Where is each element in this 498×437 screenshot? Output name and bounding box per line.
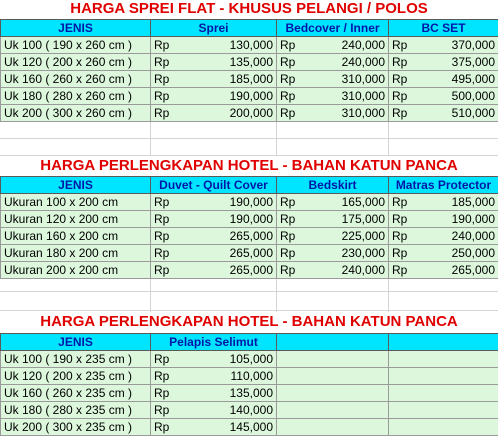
price-cell: 250,000 (417, 245, 498, 262)
row-label: Uk 160 ( 260 x 235 cm ) (1, 385, 151, 402)
table-row (1, 385, 498, 402)
price-cell: 370,000 (417, 37, 498, 54)
currency: Rp (151, 211, 179, 228)
row-label: Uk 100 ( 190 x 260 cm ) (1, 37, 151, 54)
empty-col-line (276, 276, 277, 312)
price-cell: 185,000 (179, 71, 277, 88)
section1-title: HARGA SPREI FLAT - KHUSUS PELANGI / POLOS (70, 0, 428, 17)
currency: Rp (389, 54, 417, 71)
currency: Rp (389, 37, 417, 54)
section3-title: HARGA PERLENGKAPAN HOTEL - BAHAN KATUN PANCA (40, 313, 458, 330)
header-matras-protector: Matras Protector (389, 177, 498, 194)
price-cell: 190,000 (179, 211, 277, 228)
price-cell: 310,000 (305, 105, 389, 122)
header-sprei: Sprei (151, 20, 277, 37)
empty-cell (389, 402, 498, 419)
header-empty (389, 334, 498, 351)
table-row (1, 105, 498, 122)
table-row (1, 262, 498, 279)
currency: Rp (151, 71, 179, 88)
row-label: Uk 160 ( 260 x 260 cm ) (1, 71, 151, 88)
currency: Rp (151, 351, 179, 368)
table-row (1, 351, 498, 368)
table-row (1, 228, 498, 245)
empty-cell (277, 419, 389, 436)
price-cell: 500,000 (417, 88, 498, 105)
empty-row-line (0, 138, 498, 139)
price-cell: 175,000 (305, 211, 389, 228)
currency: Rp (151, 37, 179, 54)
empty-row-line (0, 155, 498, 156)
row-label: Uk 180 ( 280 x 260 cm ) (1, 88, 151, 105)
header-duvet: Duvet - Quilt Cover (151, 177, 277, 194)
currency: Rp (277, 228, 305, 245)
currency: Rp (151, 262, 179, 279)
header-jenis: JENIS (1, 20, 151, 37)
currency: Rp (151, 54, 179, 71)
price-cell: 145,000 (179, 419, 277, 436)
hotel-linen-table (0, 176, 498, 279)
currency: Rp (277, 88, 305, 105)
price-cell: 225,000 (305, 228, 389, 245)
currency: Rp (151, 402, 179, 419)
table-header-row (1, 177, 498, 194)
row-label: Ukuran 160 x 200 cm (1, 228, 151, 245)
currency: Rp (389, 105, 417, 122)
empty-col-line (388, 122, 389, 156)
price-cell: 110,000 (179, 368, 277, 385)
table-row (1, 54, 498, 71)
currency: Rp (277, 245, 305, 262)
price-cell: 265,000 (179, 228, 277, 245)
row-label: Uk 180 ( 280 x 235 cm ) (1, 402, 151, 419)
table-row (1, 71, 498, 88)
price-cell: 105,000 (179, 351, 277, 368)
price-cell: 310,000 (305, 88, 389, 105)
empty-col-line (388, 276, 389, 312)
empty-col-line (150, 122, 151, 156)
currency: Rp (389, 228, 417, 245)
currency: Rp (389, 211, 417, 228)
price-cell: 165,000 (305, 194, 389, 211)
empty-cell (389, 385, 498, 402)
empty-cell (389, 368, 498, 385)
table-row (1, 194, 498, 211)
row-label: Ukuran 180 x 200 cm (1, 245, 151, 262)
price-cell: 185,000 (417, 194, 498, 211)
table-row (1, 368, 498, 385)
price-cell: 135,000 (179, 54, 277, 71)
price-cell: 130,000 (179, 37, 277, 54)
empty-row-line (0, 291, 498, 292)
empty-cell (389, 351, 498, 368)
table-row (1, 211, 498, 228)
currency: Rp (277, 211, 305, 228)
empty-cell (277, 368, 389, 385)
row-label: Uk 200 ( 300 x 235 cm ) (1, 419, 151, 436)
currency: Rp (277, 37, 305, 54)
price-cell: 510,000 (417, 105, 498, 122)
currency: Rp (151, 105, 179, 122)
currency: Rp (151, 419, 179, 436)
price-cell: 190,000 (179, 194, 277, 211)
price-cell: 265,000 (179, 245, 277, 262)
price-cell: 190,000 (179, 88, 277, 105)
header-empty (277, 334, 389, 351)
table-header-row (1, 334, 498, 351)
currency: Rp (151, 194, 179, 211)
header-pelapis-selimut: Pelapis Selimut (151, 334, 277, 351)
empty-cell (277, 385, 389, 402)
price-cell: 240,000 (305, 262, 389, 279)
row-label: Uk 120 ( 200 x 235 cm ) (1, 368, 151, 385)
price-cell: 495,000 (417, 71, 498, 88)
price-cell: 230,000 (305, 245, 389, 262)
table-row (1, 419, 498, 436)
empty-col-line (276, 122, 277, 156)
table-row (1, 37, 498, 54)
pelapis-selimut-table (0, 333, 498, 436)
price-cell: 190,000 (417, 211, 498, 228)
table-row (1, 245, 498, 262)
currency: Rp (277, 54, 305, 71)
sprei-price-table (0, 19, 498, 122)
price-cell: 240,000 (305, 54, 389, 71)
empty-cell (277, 402, 389, 419)
price-cell: 240,000 (417, 228, 498, 245)
price-cell: 375,000 (417, 54, 498, 71)
header-bedcover: Bedcover / Inner (277, 20, 389, 37)
price-cell: 265,000 (417, 262, 498, 279)
currency: Rp (277, 194, 305, 211)
price-cell: 310,000 (305, 71, 389, 88)
table-row (1, 402, 498, 419)
currency: Rp (151, 245, 179, 262)
row-label: Uk 120 ( 200 x 260 cm ) (1, 54, 151, 71)
price-cell: 135,000 (179, 385, 277, 402)
currency: Rp (151, 368, 179, 385)
currency: Rp (277, 262, 305, 279)
header-jenis: JENIS (1, 177, 151, 194)
currency: Rp (277, 71, 305, 88)
row-label: Uk 200 ( 300 x 260 cm ) (1, 105, 151, 122)
currency: Rp (151, 385, 179, 402)
row-label: Ukuran 120 x 200 cm (1, 211, 151, 228)
currency: Rp (151, 228, 179, 245)
empty-col-line (150, 276, 151, 312)
currency: Rp (277, 105, 305, 122)
empty-cell (389, 419, 498, 436)
price-cell: 240,000 (305, 37, 389, 54)
currency: Rp (151, 88, 179, 105)
row-label: Uk 100 ( 190 x 235 cm ) (1, 351, 151, 368)
currency: Rp (389, 262, 417, 279)
currency: Rp (389, 88, 417, 105)
currency: Rp (389, 194, 417, 211)
header-bedskirt: Bedskirt (277, 177, 389, 194)
header-jenis: JENIS (1, 334, 151, 351)
currency: Rp (389, 245, 417, 262)
price-cell: 200,000 (179, 105, 277, 122)
price-cell: 140,000 (179, 402, 277, 419)
header-bc-set: BC SET (389, 20, 498, 37)
row-label: Ukuran 100 x 200 cm (1, 194, 151, 211)
currency: Rp (389, 71, 417, 88)
section2-title: HARGA PERLENGKAPAN HOTEL - BAHAN KATUN PANCA (40, 157, 458, 174)
row-label: Ukuran 200 x 200 cm (1, 262, 151, 279)
table-header-row (1, 20, 498, 37)
empty-row-line (0, 310, 498, 311)
table-row (1, 88, 498, 105)
empty-cell (277, 351, 389, 368)
price-cell: 265,000 (179, 262, 277, 279)
